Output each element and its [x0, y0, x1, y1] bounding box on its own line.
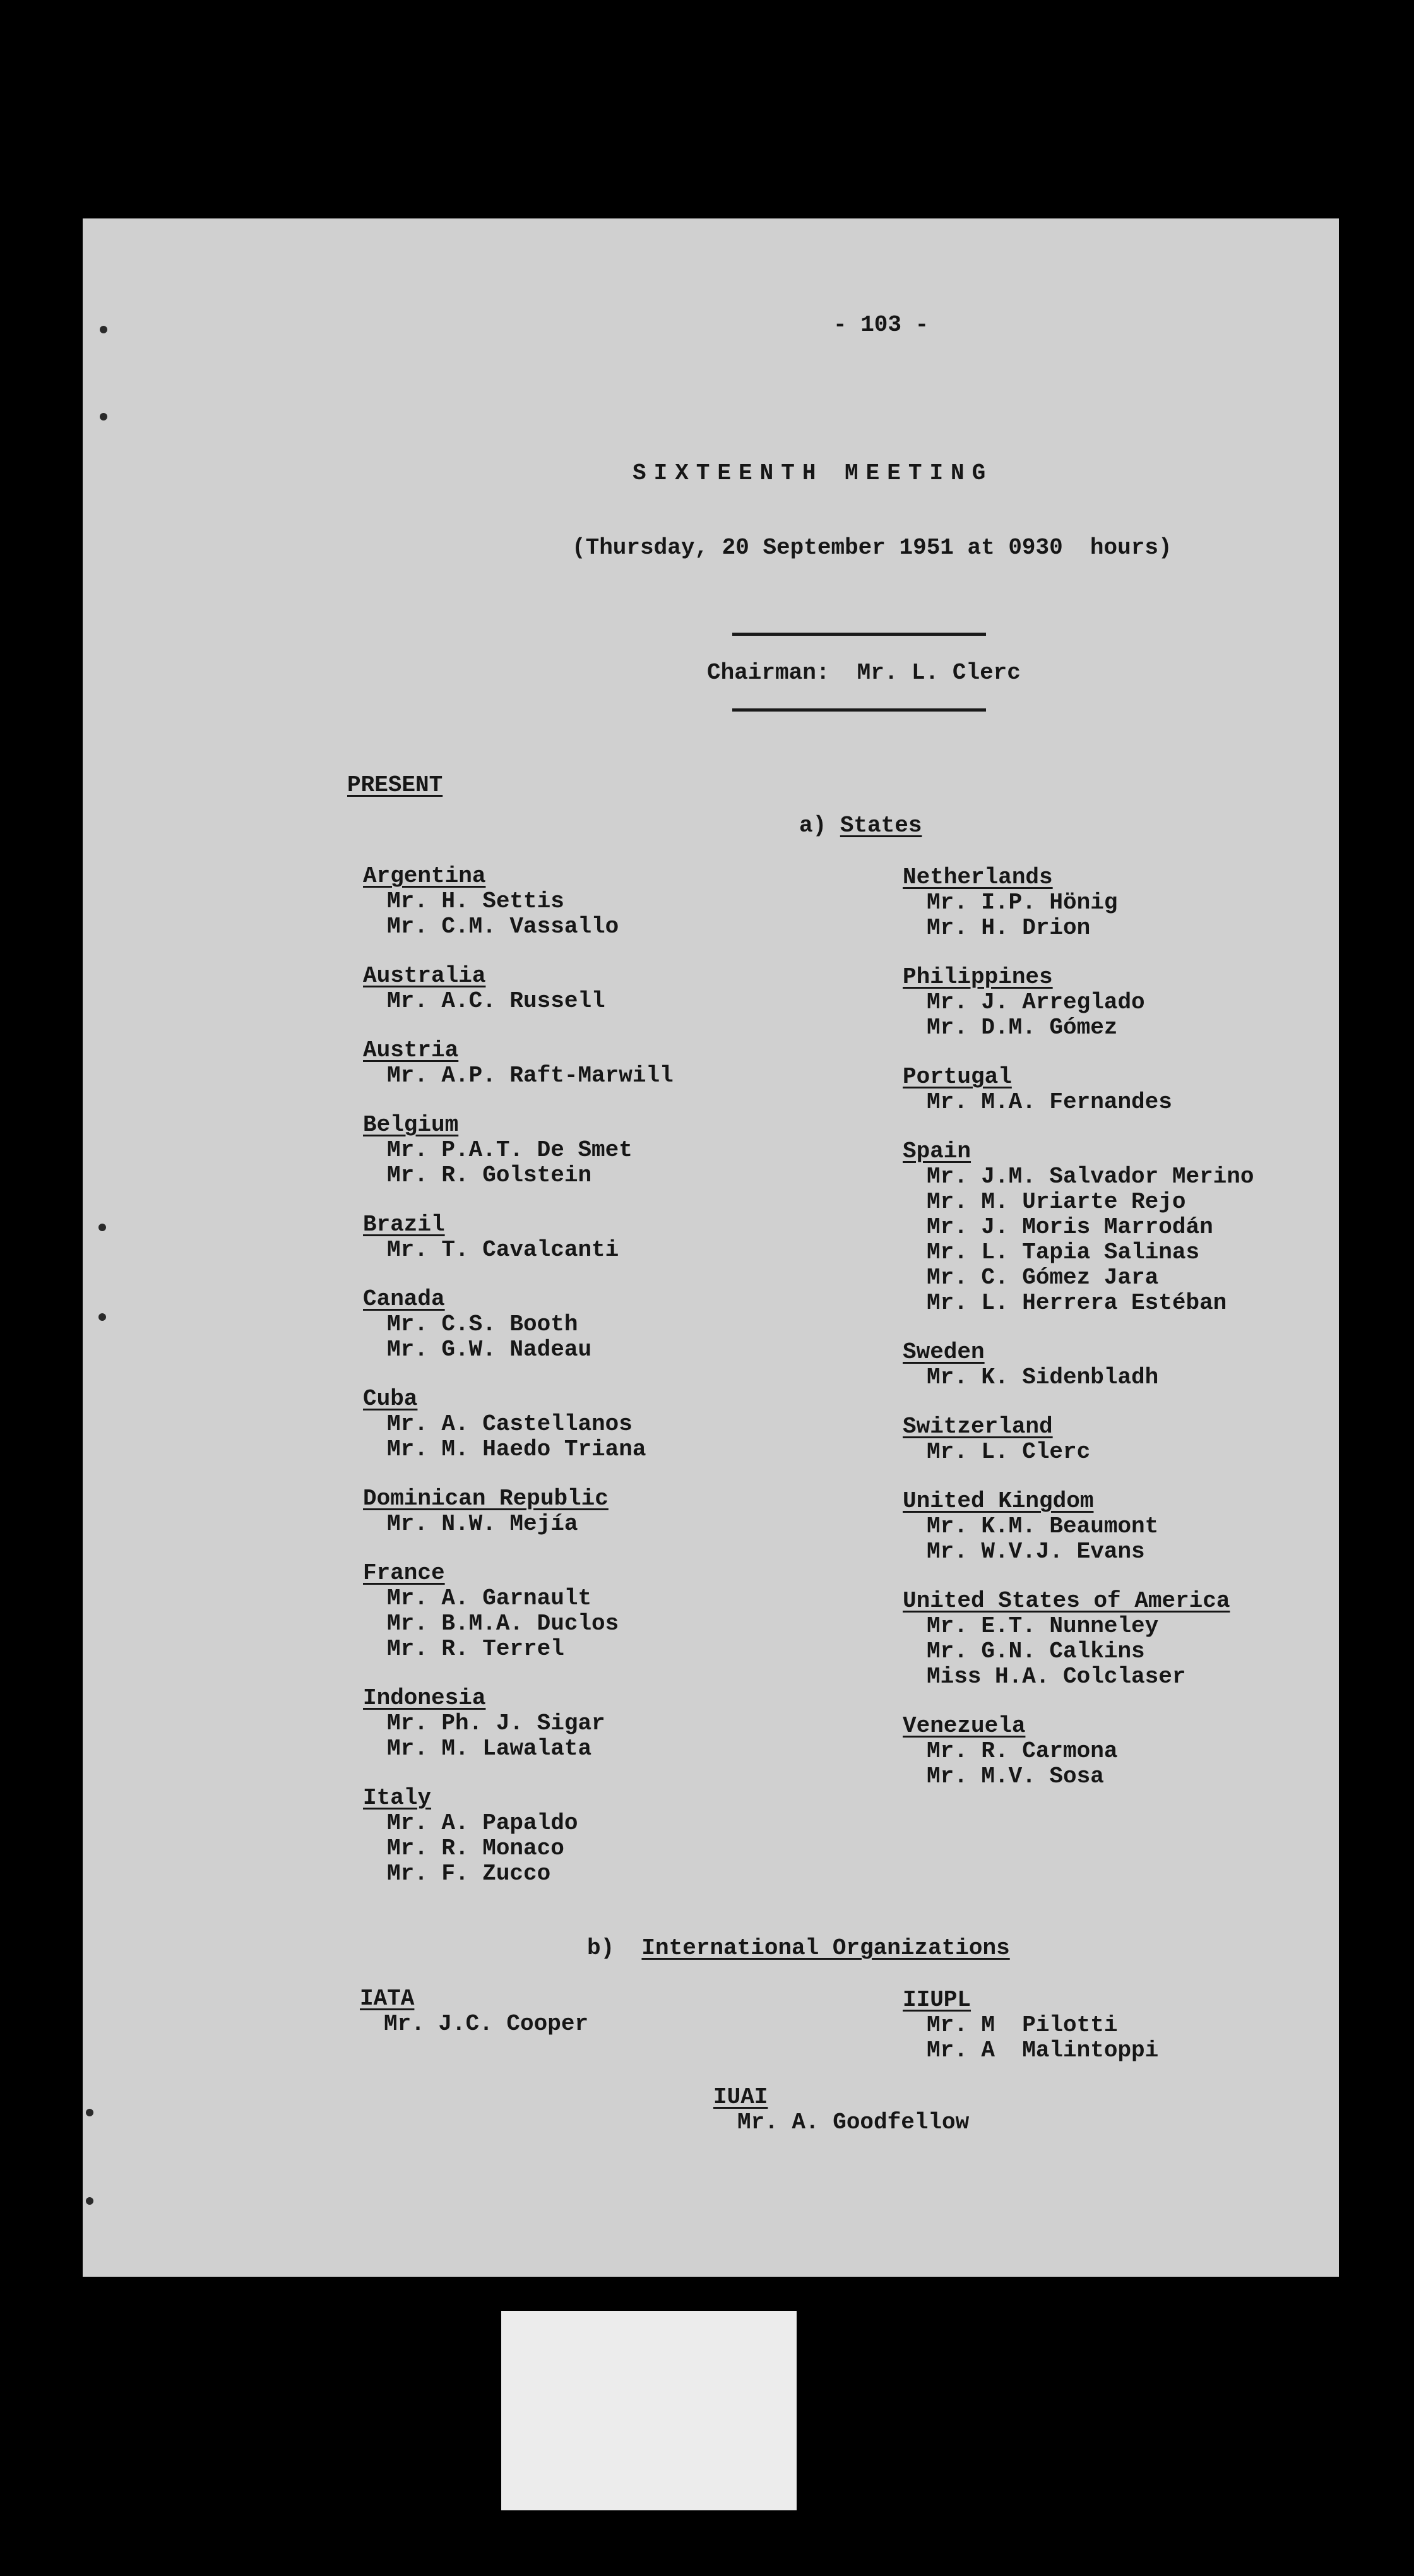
delegate: Mr. W.V.J. Evans — [927, 1539, 1145, 1565]
delegate: Mr. L. Herrera Estéban — [927, 1290, 1227, 1316]
country-name: Philippines — [903, 964, 1053, 990]
delegation-group — [903, 1139, 1254, 1316]
delegate: Miss H.A. Colclaser — [927, 1664, 1186, 1690]
country-name: United States of America — [903, 1588, 1230, 1614]
section-label: International Organizations — [641, 1935, 1010, 1961]
meeting-date: (Thursday, 20 September 1951 at 0930 hours) — [572, 535, 1172, 561]
country-name: Netherlands — [903, 864, 1053, 890]
country-name: Spain — [903, 1138, 971, 1164]
delegate: Mr. A Malintoppi — [927, 2037, 1159, 2063]
scan-speck — [86, 2109, 93, 2116]
country-name: Belgium — [363, 1112, 459, 1138]
delegate: Mr. C.M. Vassallo — [387, 914, 619, 939]
country-name: Argentina — [363, 863, 486, 889]
delegate: Mr. M Pilotti — [927, 2012, 1118, 2038]
country-name: France — [363, 1560, 445, 1586]
country-name: Indonesia — [363, 1685, 486, 1711]
delegate: Mr. N.W. Mejía — [387, 1511, 578, 1537]
delegation-group — [903, 1064, 1254, 1115]
delegate: Mr. D.M. Gómez — [927, 1015, 1118, 1041]
country-name: United Kingdom — [903, 1488, 1094, 1514]
organization-iuai — [713, 2085, 969, 2135]
states-column-left — [363, 864, 674, 1911]
delegation-group — [363, 1561, 674, 1662]
delegate: Mr. M.V. Sosa — [927, 1763, 1104, 1789]
country-name: Austria — [363, 1037, 459, 1063]
delegate: Mr. R. Monaco — [387, 1835, 564, 1861]
country-name: Switzerland — [903, 1414, 1053, 1440]
delegation-group — [363, 1287, 674, 1363]
country-name: Sweden — [903, 1339, 985, 1365]
delegate: Mr. H. Drion — [927, 915, 1091, 941]
delegate: Mr. H. Settis — [387, 888, 564, 914]
delegation-group — [363, 1786, 674, 1887]
delegate: Mr. A.P. Raft-Marwill — [387, 1063, 674, 1088]
delegate: Mr. J. Moris Marrodán — [927, 1214, 1213, 1240]
delegation-group — [903, 1589, 1254, 1690]
organization-iiupl — [903, 1988, 1158, 2063]
delegate: Mr. M.A. Fernandes — [927, 1089, 1172, 1115]
delegation-group — [363, 963, 674, 1014]
scan-speck — [100, 326, 107, 333]
delegate: Mr. G.W. Nadeau — [387, 1337, 592, 1363]
country-name: Italy — [363, 1785, 432, 1811]
delegate: Mr. M. Uriarte Rejo — [927, 1189, 1186, 1215]
section-letter: b) — [587, 1935, 642, 1961]
delegation-group — [903, 965, 1254, 1041]
country-name: Brazil — [363, 1212, 445, 1237]
delegate: Mr. K. Sidenbladh — [927, 1364, 1159, 1390]
delegate: Mr. T. Cavalcanti — [387, 1237, 619, 1263]
delegate: Mr. R. Carmona — [927, 1738, 1118, 1764]
organization-name: IIUPL — [903, 1987, 971, 2013]
delegate: Mr. A. Papaldo — [387, 1810, 578, 1836]
delegation-group — [903, 1414, 1254, 1465]
delegate: Mr. A. Castellanos — [387, 1411, 633, 1437]
organization-name: IUAI — [713, 2084, 768, 2110]
delegate: Mr. B.M.A. Duclos — [387, 1611, 619, 1637]
delegate: Mr. J.M. Salvador Merino — [927, 1164, 1254, 1190]
delegate: Mr. K.M. Beaumont — [927, 1513, 1159, 1539]
present-heading: PRESENT — [347, 772, 443, 798]
delegation-group — [903, 1340, 1254, 1390]
country-name: Dominican Republic — [363, 1486, 609, 1512]
scan-speck — [86, 2197, 93, 2205]
delegation-group — [363, 1686, 674, 1762]
blank-card — [501, 2311, 797, 2510]
delegation-group — [363, 864, 674, 939]
meeting-title: SIXTEENTH MEETING — [633, 460, 994, 486]
delegation-group — [363, 1038, 674, 1088]
delegate: Mr. A. Garnault — [387, 1585, 592, 1611]
international-organizations-heading — [587, 1937, 1010, 1960]
delegate: Mr. Ph. J. Sigar — [387, 1710, 605, 1736]
delegate: Mr. J. Arreglado — [927, 989, 1145, 1015]
delegation-group — [363, 1486, 674, 1537]
divider-top — [732, 633, 986, 636]
delegation-group — [363, 1112, 674, 1188]
delegate: Mr. G.N. Calkins — [927, 1638, 1145, 1664]
country-name: Australia — [363, 963, 486, 989]
divider-bottom — [732, 708, 986, 712]
scan-speck — [98, 1224, 106, 1231]
delegate: Mr. R. Golstein — [387, 1162, 592, 1188]
delegate: Mr. E.T. Nunneley — [927, 1613, 1159, 1639]
page-number: - 103 - — [833, 312, 929, 338]
section-label: States — [840, 813, 922, 838]
delegate: Mr. I.P. Hönig — [927, 890, 1118, 915]
delegation-group — [363, 1212, 674, 1263]
delegate: Mr. L. Tapia Salinas — [927, 1239, 1200, 1265]
delegate: Mr. A.C. Russell — [387, 988, 605, 1014]
chairman-line: Chairman: Mr. L. Clerc — [707, 660, 1021, 686]
scan-speck — [100, 413, 107, 420]
delegate: Mr. R. Terrel — [387, 1636, 564, 1662]
delegate: Mr. M. Lawalata — [387, 1736, 592, 1762]
delegate: Mr. M. Haedo Triana — [387, 1436, 646, 1462]
delegate: Mr. C. Gómez Jara — [927, 1265, 1159, 1291]
delegation-group — [903, 865, 1254, 941]
organization-iata — [360, 1986, 588, 2037]
states-column-right — [903, 865, 1254, 1813]
delegate: Mr. L. Clerc — [927, 1439, 1091, 1465]
delegate: Mr. C.S. Booth — [387, 1311, 578, 1337]
delegate: Mr. F. Zucco — [387, 1861, 551, 1887]
organization-name: IATA — [360, 1986, 415, 2012]
delegation-group — [363, 1386, 674, 1462]
scan-speck — [98, 1313, 106, 1321]
country-name: Cuba — [363, 1386, 418, 1412]
delegate: Mr. J.C. Cooper — [384, 2011, 589, 2037]
country-name: Canada — [363, 1286, 445, 1312]
delegation-group — [903, 1489, 1254, 1565]
section-letter: a) — [799, 813, 840, 838]
delegate: Mr. A. Goodfellow — [737, 2109, 970, 2135]
delegate: Mr. P.A.T. De Smet — [387, 1137, 633, 1163]
states-heading — [799, 814, 922, 837]
delegation-group — [903, 1714, 1254, 1789]
country-name: Portugal — [903, 1064, 1012, 1090]
country-name: Venezuela — [903, 1713, 1026, 1739]
